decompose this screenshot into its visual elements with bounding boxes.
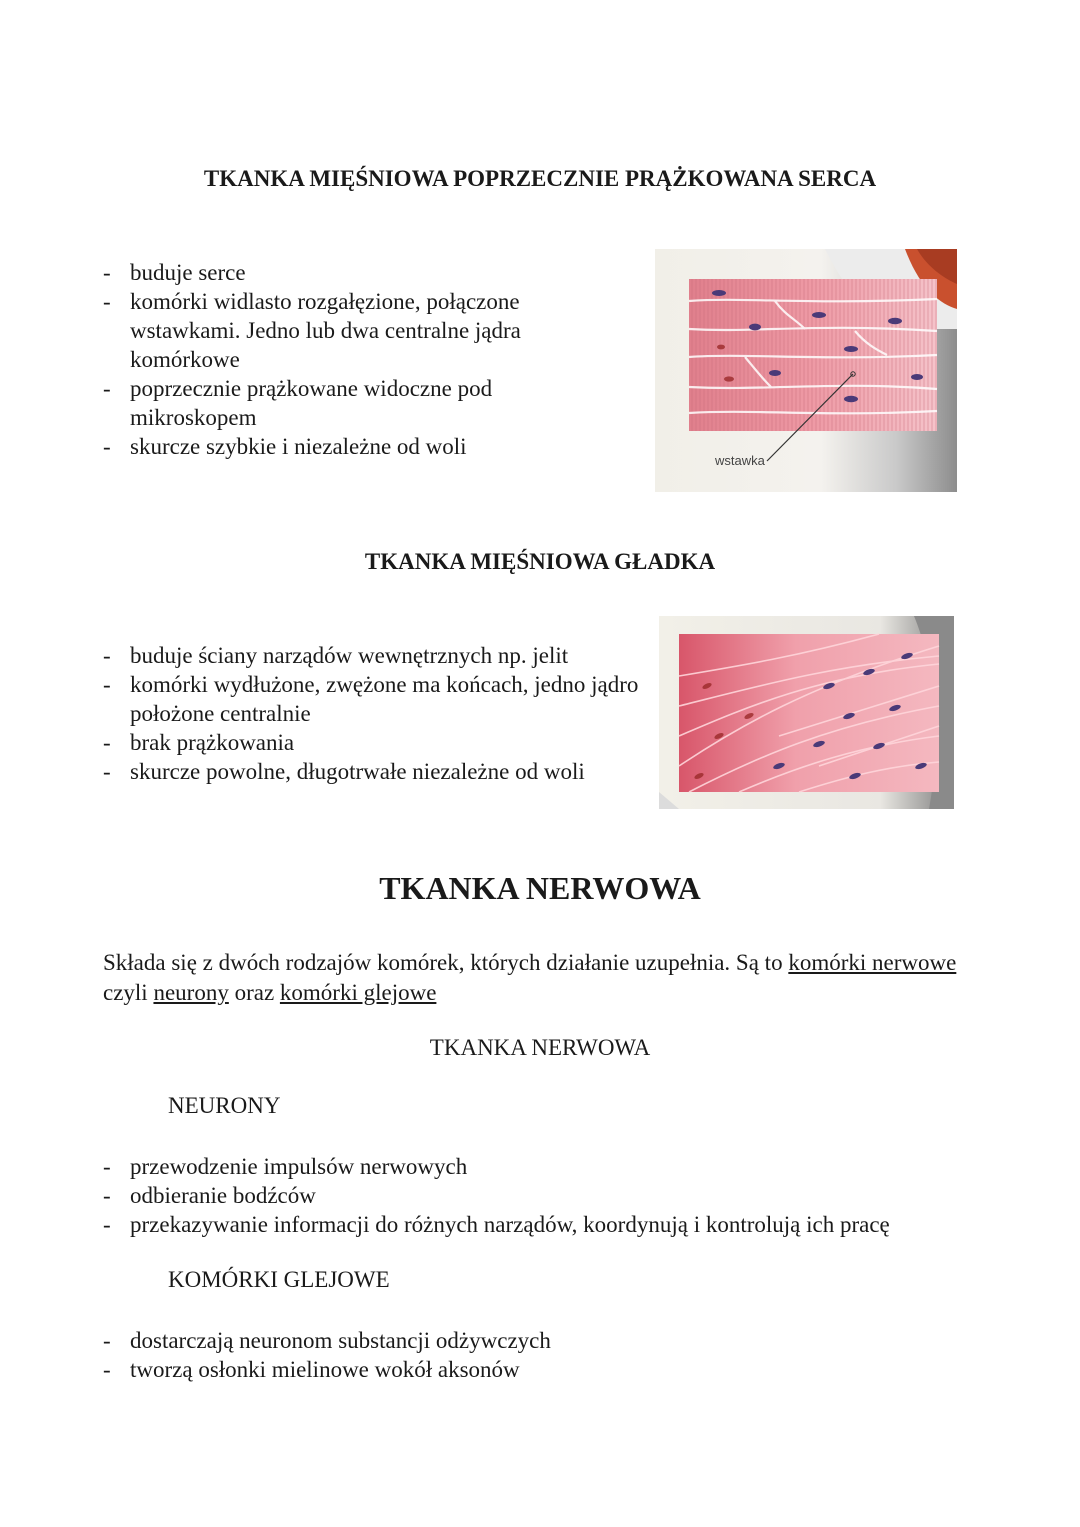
glial-cells-heading: KOMÓRKI GLEJOWE bbox=[168, 1267, 390, 1292]
list-item: - przewodzenie impulsów nerwowych bbox=[103, 1152, 1003, 1181]
intro-text: Składa się z dwóch rodzajów komórek, których działanie uzupełnia. Są to bbox=[103, 950, 789, 975]
link-neurons: neurony bbox=[153, 980, 229, 1005]
list-item: - buduje ściany narządów wewnętrznych np. jelit bbox=[103, 641, 643, 670]
link-glial-cells: komórki glejowe bbox=[279, 980, 437, 1005]
smooth-muscle-image bbox=[659, 616, 954, 809]
nerve-tissue-subtitle: TKANKA NERWOWA bbox=[429, 1035, 651, 1060]
neurons-heading: NEURONY bbox=[168, 1093, 281, 1118]
list-item: - komórki wydłużone, zwężone ma końcach, jedno jądro położone centralnie bbox=[103, 670, 643, 728]
list-item: - buduje serce bbox=[103, 258, 603, 287]
glial-cells-list bbox=[103, 1326, 803, 1384]
list-item: - dostarczają neuronom substancji odżywczych bbox=[103, 1326, 803, 1355]
link-nerve-cells: komórki nerwowe bbox=[788, 950, 957, 975]
list-item: - przekazywanie informacji do różnych narządów, koordynują i kontrolują ich pracę bbox=[103, 1210, 1003, 1239]
cardiac-muscle-heading: TKANKA MIĘŚNIOWA POPRZECZNIE PRĄŻKOWANA SERCA bbox=[203, 166, 877, 191]
smooth-muscle-heading: TKANKA MIĘŚNIOWA GŁADKA bbox=[364, 549, 716, 574]
intro-text: oraz bbox=[228, 980, 280, 1005]
nerve-tissue-intro bbox=[103, 948, 963, 1008]
figure-label-wstawka: wstawka bbox=[715, 453, 765, 468]
nerve-tissue-heading: TKANKA NERWOWA bbox=[379, 870, 701, 906]
cardiac-muscle-list bbox=[103, 258, 603, 461]
list-item: - poprzecznie prążkowane widoczne pod mikroskopem bbox=[103, 374, 603, 432]
neurons-list bbox=[103, 1152, 1003, 1239]
list-item: - odbieranie bodźców bbox=[103, 1181, 1003, 1210]
list-item: - tworzą osłonki mielinowe wokół aksonów bbox=[103, 1355, 803, 1384]
intro-text: czyli bbox=[103, 980, 154, 1005]
smooth-muscle-list bbox=[103, 641, 643, 786]
list-item: - brak prążkowania bbox=[103, 728, 643, 757]
cardiac-muscle-image bbox=[655, 249, 957, 492]
list-item: - skurcze szybkie i niezależne od woli bbox=[103, 432, 603, 461]
list-item: - skurcze powolne, długotrwałe niezależne od woli bbox=[103, 757, 643, 786]
list-item: - komórki widlasto rozgałęzione, połączone wstawkami. Jedno lub dwa centralne jądra komórkowe bbox=[103, 287, 603, 374]
